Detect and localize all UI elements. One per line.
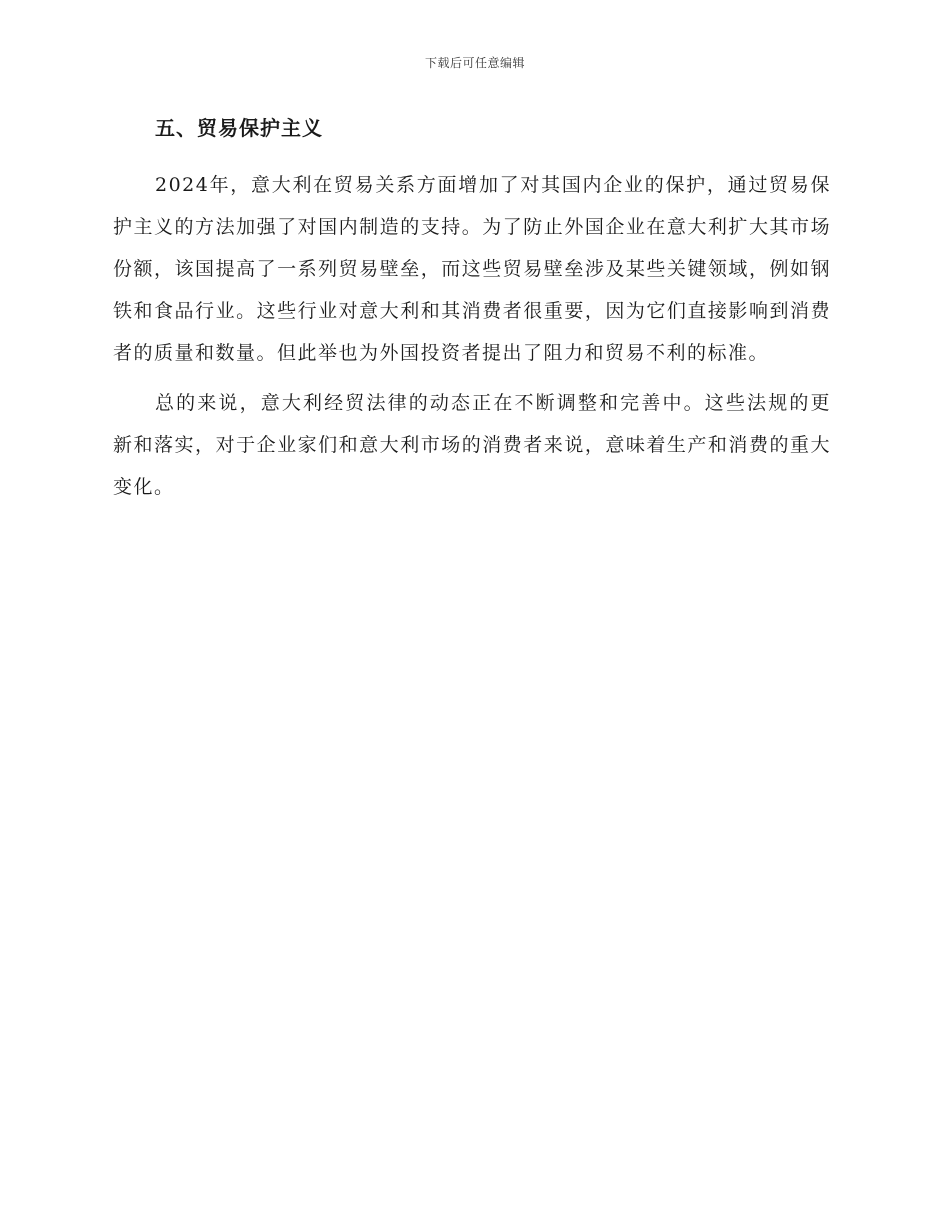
document-body bbox=[113, 108, 831, 516]
page-header: 下载后可任意编辑 bbox=[424, 56, 525, 70]
section-heading: 五、贸易保护主义 bbox=[155, 116, 323, 140]
paragraph-trade-protectionism: 2024年，意大利在贸易关系方面增加了对其国内企业的保护，通过贸易保护主义的方法加强了对国内制造的支持。为了防止外国企业在意大利扩大其市场份额，该国提高了一系列贸易壁垒，而这些贸易壁垒涉及某些关键领域，例如钢铁和食品行业。这些行业对意大利和其消费者很重要，因为它们直接影响到消费者的质量和数量。但此举也为外国投资者提出了阻力和贸易不利的标准。 bbox=[113, 174, 831, 364]
paragraph-summary: 总的来说，意大利经贸法律的动态正在不断调整和完善中。这些法规的更新和落实，对于企业家们和意大利市场的消费者来说，意味着生产和消费的重大变化。 bbox=[113, 392, 831, 498]
